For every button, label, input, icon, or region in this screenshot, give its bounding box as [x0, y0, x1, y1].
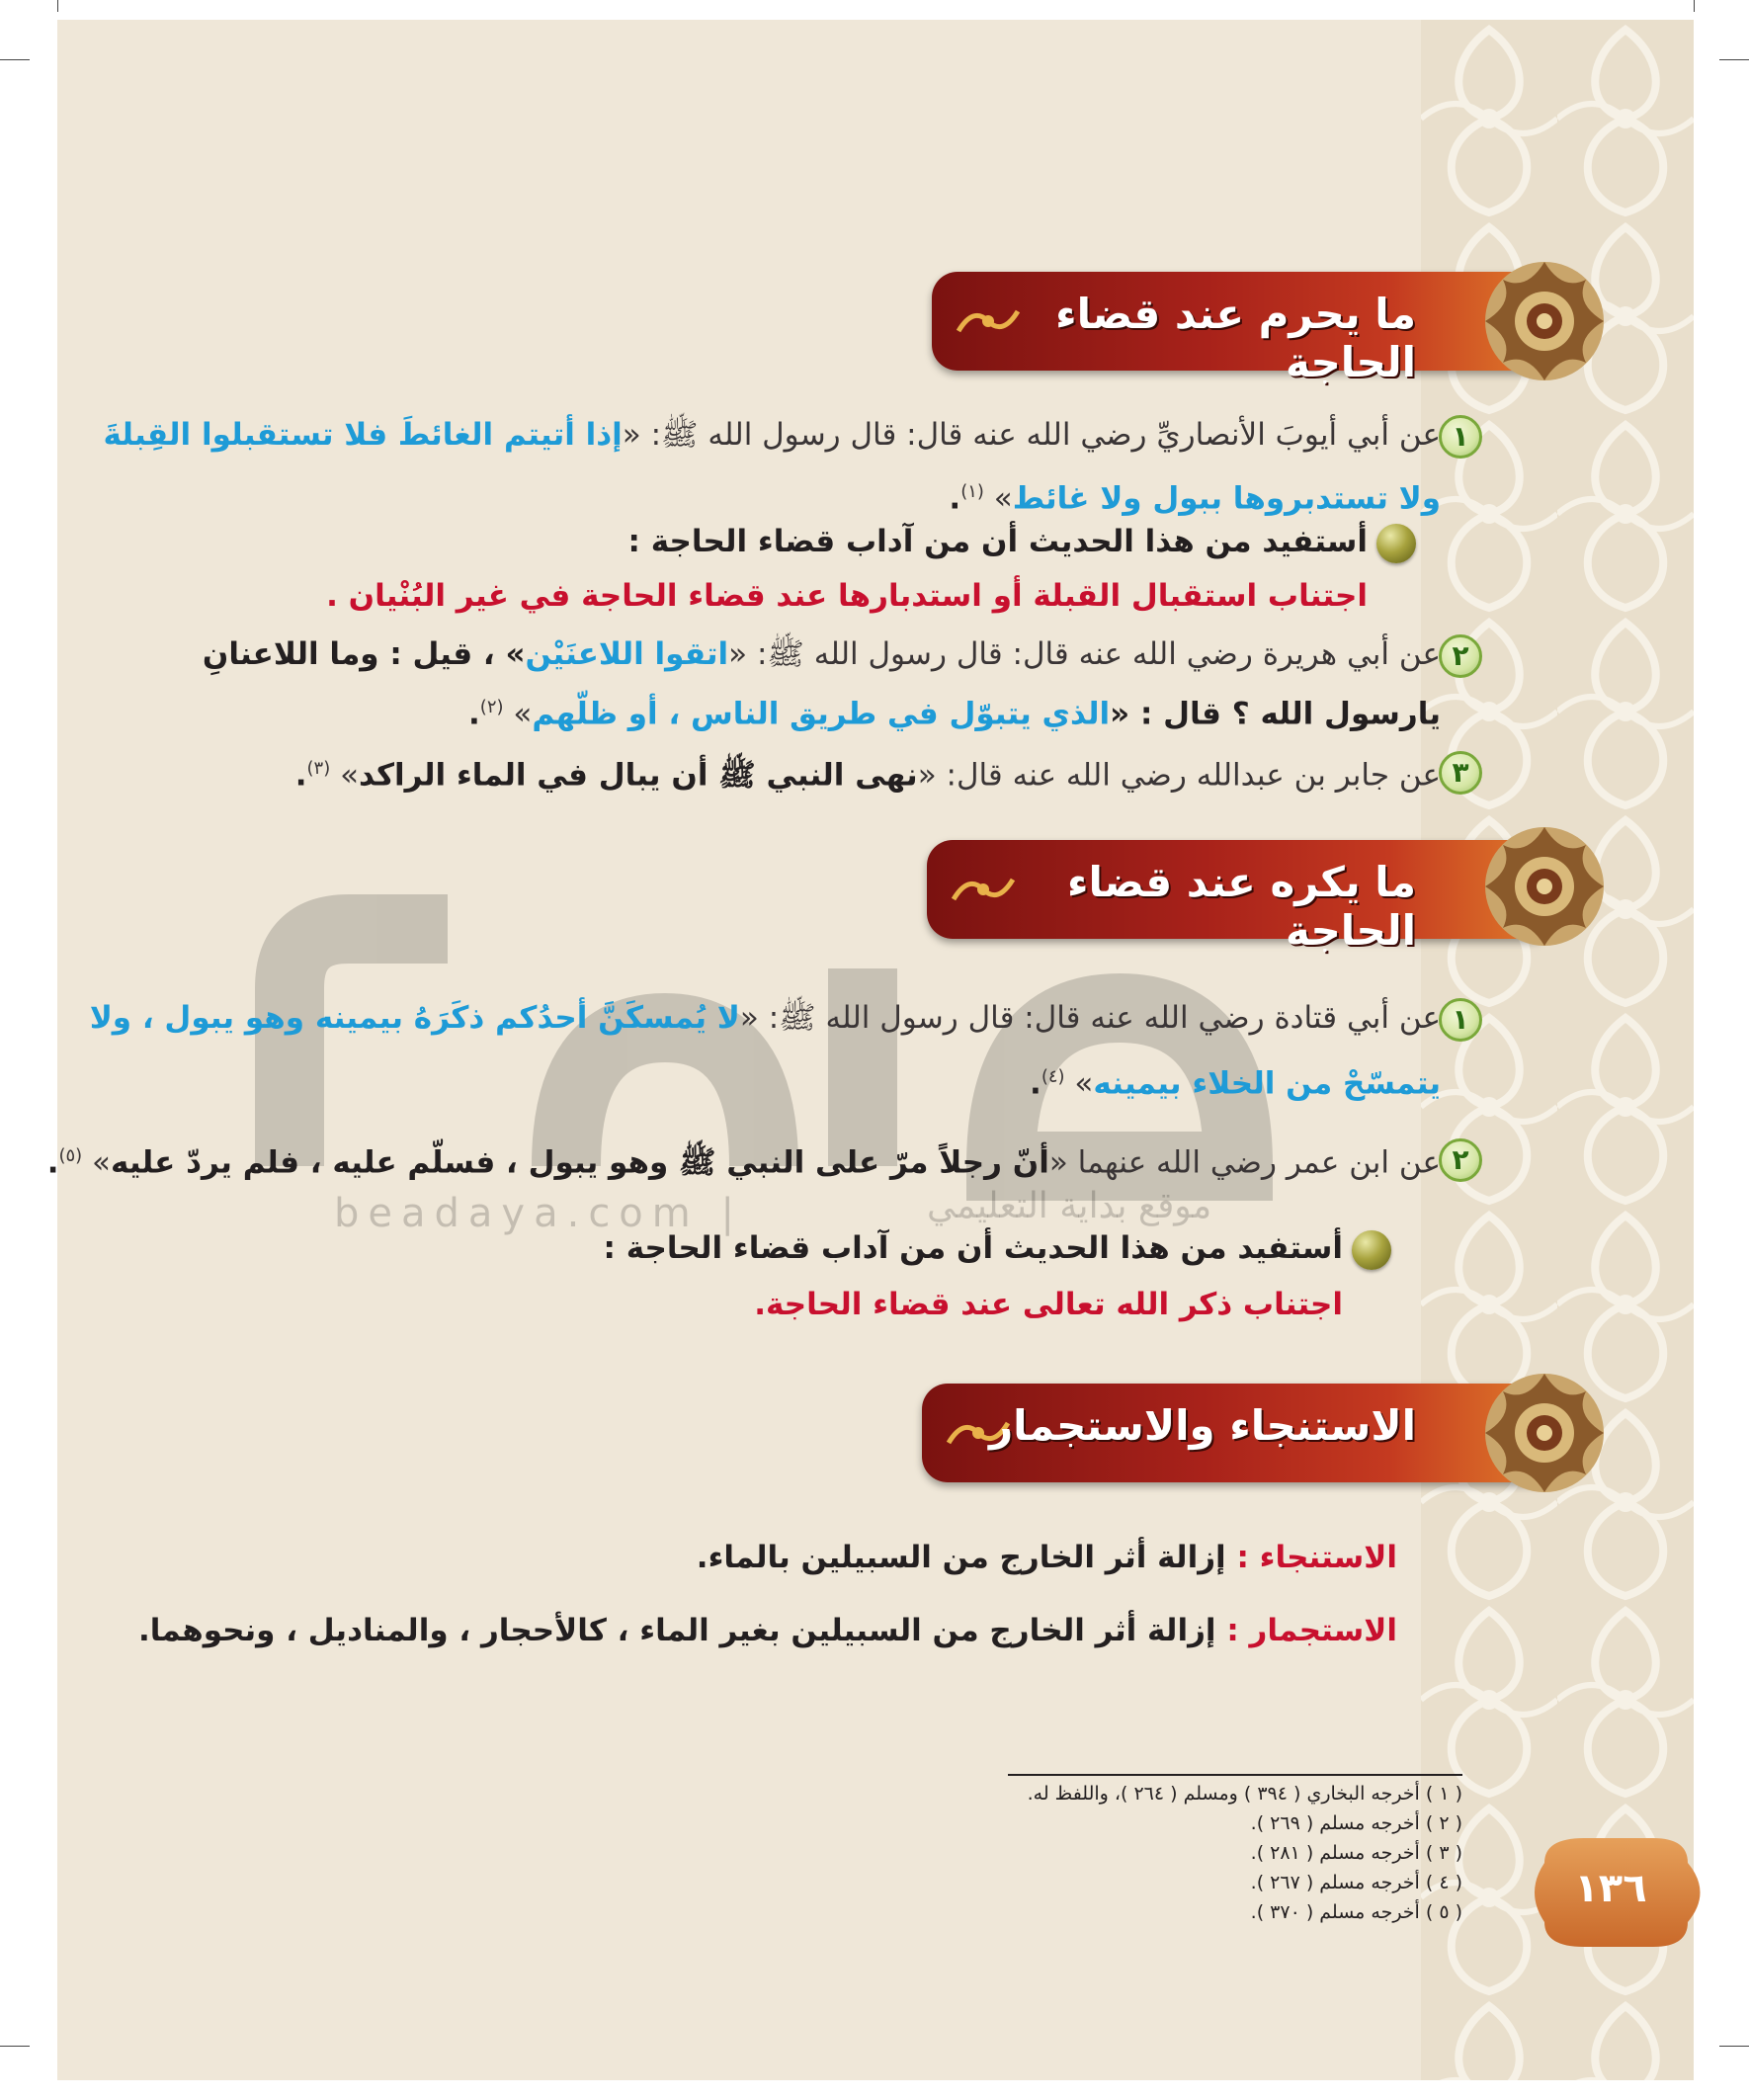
benefit-text: اجتناب استقبال القبلة أو استدبارها عند قضاء الحاجة في غير البُنْيان .	[326, 578, 1368, 614]
hadith-text: لا يُمسكَنَّ أحدُكم ذكَرَهُ بيمينه وهو يبول ، ولا	[89, 1000, 740, 1036]
footnote: ( ٤ ) أخرجه مسلم ( ٢٦٧ ).	[1250, 1872, 1462, 1893]
narrator-text: عن جابر بن عبدالله رضي الله عنه قال: «	[917, 757, 1441, 794]
watermark-url: beadaya.com |	[334, 1191, 743, 1236]
footnote-divider	[1008, 1774, 1462, 1776]
footnote: ( ٥ ) أخرجه مسلم ( ٣٧٠ ).	[1250, 1901, 1462, 1923]
definition-line	[697, 1538, 1397, 1577]
hadith-text: أنّ رجلاً مرّ على النبي ﷺ وهو يبول ، فسلّم عليه ، فلم يردّ عليه	[111, 1144, 1049, 1181]
section-banner	[922, 1384, 1544, 1482]
hadith-text: يتمسّحْ من الخلاء بيمينه	[1093, 1065, 1441, 1102]
narrator-text: عن ابن عمر رضي الله عنهما «	[1048, 1144, 1441, 1181]
hadith-line	[104, 415, 1442, 455]
rosette-icon	[1480, 257, 1609, 385]
footnote-ref: (٥)	[58, 1145, 83, 1166]
item-number: ٢	[1439, 1138, 1482, 1182]
watermark-arabic: موقع بداية التعليمي	[927, 1186, 1212, 1226]
hadith-text: إذا أتيتم الغائطَ فلا تستقبلوا القِبلةَ	[103, 417, 623, 453]
section-title: الاستنجاء والاستجمار	[989, 1401, 1416, 1450]
benefit-lead: أستفيد من هذا الحديث أن من آداب قضاء الحاجة :	[603, 1230, 1343, 1266]
crop-mark	[57, 0, 58, 12]
period: .	[468, 696, 480, 732]
narrator-text: عن أبي أيوبَ الأنصاريِّ رضي الله عنه قال: قال رسول الله ﷺ: «	[622, 417, 1441, 453]
definition-line	[138, 1611, 1397, 1650]
hadith-line	[203, 634, 1441, 674]
quote-close: »	[330, 757, 360, 794]
definition-term: الاستجمار :	[1226, 1613, 1397, 1648]
definition-text: إزالة أثر الخارج من السبيلين بالماء.	[696, 1540, 1237, 1575]
footnote-ref: (٣)	[306, 758, 331, 779]
section-banner	[932, 272, 1544, 386]
rosette-icon	[1480, 822, 1609, 951]
hadith-text: اتقوا اللاعنَيْن	[525, 636, 729, 672]
quote-close: »	[1064, 1065, 1094, 1102]
crop-mark	[1719, 59, 1749, 60]
quote-close: »	[503, 696, 533, 732]
quote-close: »	[82, 1144, 112, 1181]
hadith-text: ولا تستدبروها ببول ولا غائط	[1012, 480, 1441, 517]
bullet-icon	[1352, 1230, 1391, 1270]
hadith-line	[90, 998, 1441, 1038]
definition-text: إزالة أثر الخارج من السبيلين بغير الماء ، كالأحجار ، والمناديل ، ونحوهما.	[138, 1613, 1227, 1648]
bullet-icon	[1376, 524, 1416, 563]
footnote: ( ١ ) أخرجه البخاري ( ٣٩٤ ) ومسلم ( ٢٦٤ )، واللفظ له.	[1027, 1783, 1462, 1805]
hadith-line	[949, 472, 1441, 518]
footnote: ( ٢ ) أخرجه مسلم ( ٢٦٩ ).	[1250, 1812, 1462, 1834]
benefit-text: اجتناب ذكر الله تعالى عند قضاء الحاجة.	[754, 1287, 1343, 1322]
period: .	[294, 757, 307, 794]
hadith-text: نهى النبي ﷺ أن يبال في الماء الراكد	[359, 757, 918, 794]
crop-mark	[0, 2046, 30, 2047]
rosette-icon	[1480, 1369, 1609, 1497]
footnote-ref: (٤)	[1041, 1066, 1065, 1087]
footnote: ( ٣ ) أخرجه مسلم ( ٢٨١ ).	[1250, 1842, 1462, 1864]
crop-mark	[1719, 2046, 1749, 2047]
quote-close: »	[983, 480, 1013, 517]
dialogue-text: » ، قيل : وما اللاعنانِ	[202, 636, 526, 672]
item-number: ١	[1439, 998, 1482, 1042]
hadith-text: الذي يتبوّل في طريق الناس ، أو ظلّهم	[532, 696, 1111, 732]
hadith-line	[1030, 1057, 1441, 1103]
footnote-ref: (٢)	[479, 697, 504, 717]
benefit-lead: أستفيد من هذا الحديث أن من آداب قضاء الحاجة :	[627, 524, 1368, 559]
period: .	[1030, 1065, 1041, 1102]
item-number: ١	[1439, 415, 1482, 459]
crop-mark	[1694, 0, 1695, 12]
footnote-ref: (١)	[960, 481, 984, 502]
section-title: ما يكره عند قضاء الحاجة	[1067, 858, 1416, 955]
page-number: ١٣٦	[1574, 1866, 1647, 1911]
section-title: ما يحرم عند قضاء الحاجة	[1055, 290, 1416, 386]
period: .	[46, 1144, 59, 1181]
period: .	[949, 480, 961, 517]
definition-term: الاستنجاء :	[1236, 1540, 1397, 1575]
item-number: ٣	[1439, 751, 1482, 795]
dialogue-text: يارسول الله ؟ قال : «	[1110, 696, 1441, 732]
crop-mark	[0, 59, 30, 60]
hadith-line	[47, 1136, 1441, 1182]
hadith-line	[468, 688, 1441, 733]
hadith-line	[295, 749, 1441, 795]
narrator-text: عن أبي هريرة رضي الله عنه قال: قال رسول الله ﷺ: «	[728, 636, 1441, 672]
item-number: ٢	[1439, 634, 1482, 678]
textbook-page	[46, 20, 1694, 2080]
section-banner	[927, 840, 1544, 955]
narrator-text: عن أبي قتادة رضي الله عنه قال: قال رسول الله ﷺ: «	[739, 1000, 1441, 1036]
